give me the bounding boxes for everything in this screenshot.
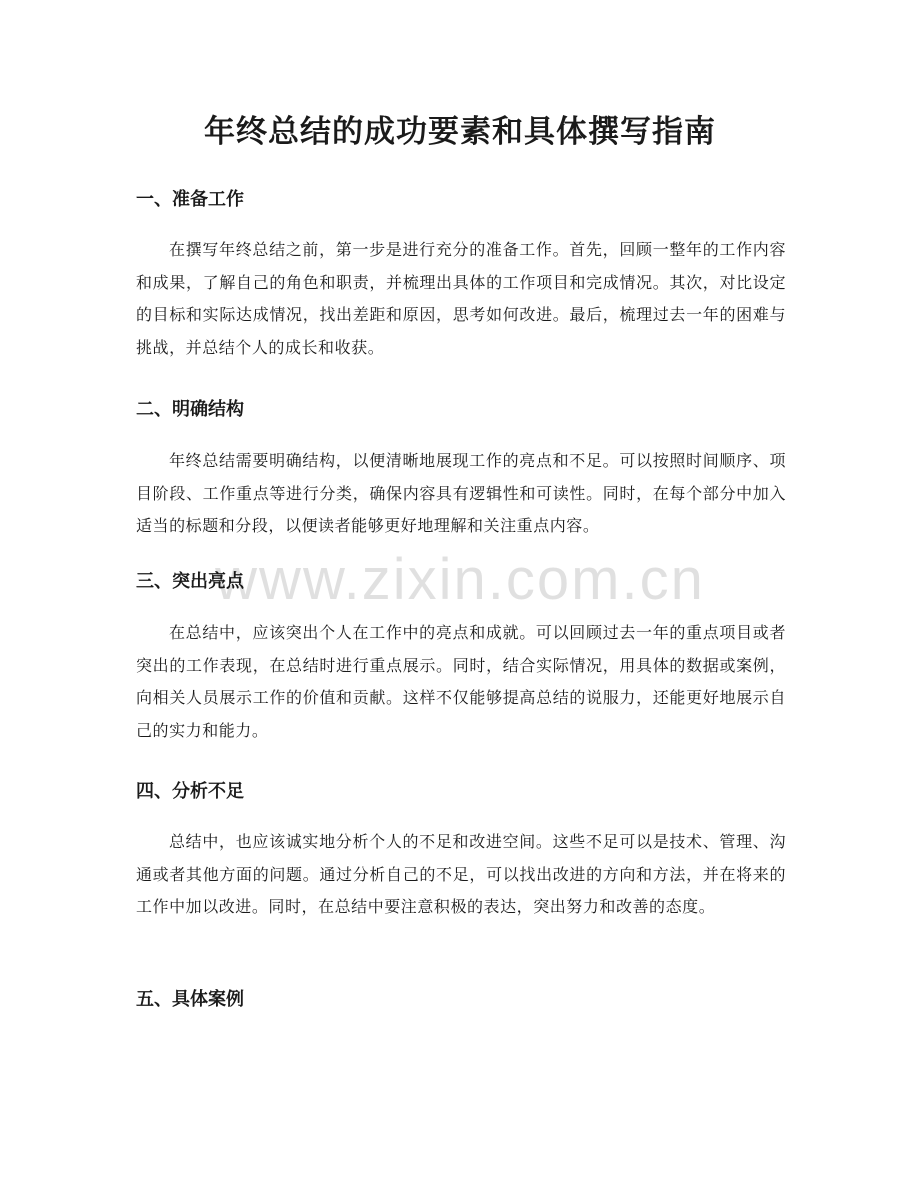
section-heading-cases: 五、具体案例 — [136, 989, 244, 1010]
section-heading-preparation: 一、准备工作 — [136, 189, 244, 210]
section-body-preparation: 在撰写年终总结之前，第一步是进行充分的准备工作。首先，回顾一整年的工作内容和成果，了解自己的角色和职责，并梳理出具体的工作项目和完成情况。其次，对比设定的目标和实际达成情况，找出差距和原因，思考如何改进。最后，梳理过去一年的困难与挑战，并总结个人的成长和收获。 — [136, 240, 786, 357]
watermark-text: www.zixin.com.cn — [215, 547, 705, 612]
section-heading-shortcomings: 四、分析不足 — [136, 781, 244, 802]
section-body-highlights: 在总结中，应该突出个人在工作中的亮点和成就。可以回顾过去一年的重点项目或者突出的工作表现，在总结时进行重点展示。同时，结合实际情况，用具体的数据或案例，向相关人员展示工作的价值和贡献。这样不仅能够提高总结的说服力，还能更好地展示自己的实力和能力。 — [136, 623, 786, 740]
section-body-shortcomings: 总结中，也应该诚实地分析个人的不足和改进空间。这些不足可以是技术、管理、沟通或者其他方面的问题。通过分析自己的不足，可以找出改进的方向和方法，并在将来的工作中加以改进。同时，在总结中要注意积极的表达，突出努力和改善的态度。 — [136, 832, 786, 917]
document-title: 年终总结的成功要素和具体撰写指南 — [204, 114, 716, 150]
section-body-structure: 年终总结需要明确结构，以便清晰地展现工作的亮点和不足。可以按照时间顺序、项目阶段、工作重点等进行分类，确保内容具有逻辑性和可读性。同时，在每个部分中加入适当的标题和分段，以便读者能够更好地理解和关注重点内容。 — [136, 451, 786, 536]
section-heading-structure: 二、明确结构 — [136, 399, 244, 420]
section-heading-highlights: 三、突出亮点 — [136, 571, 244, 592]
